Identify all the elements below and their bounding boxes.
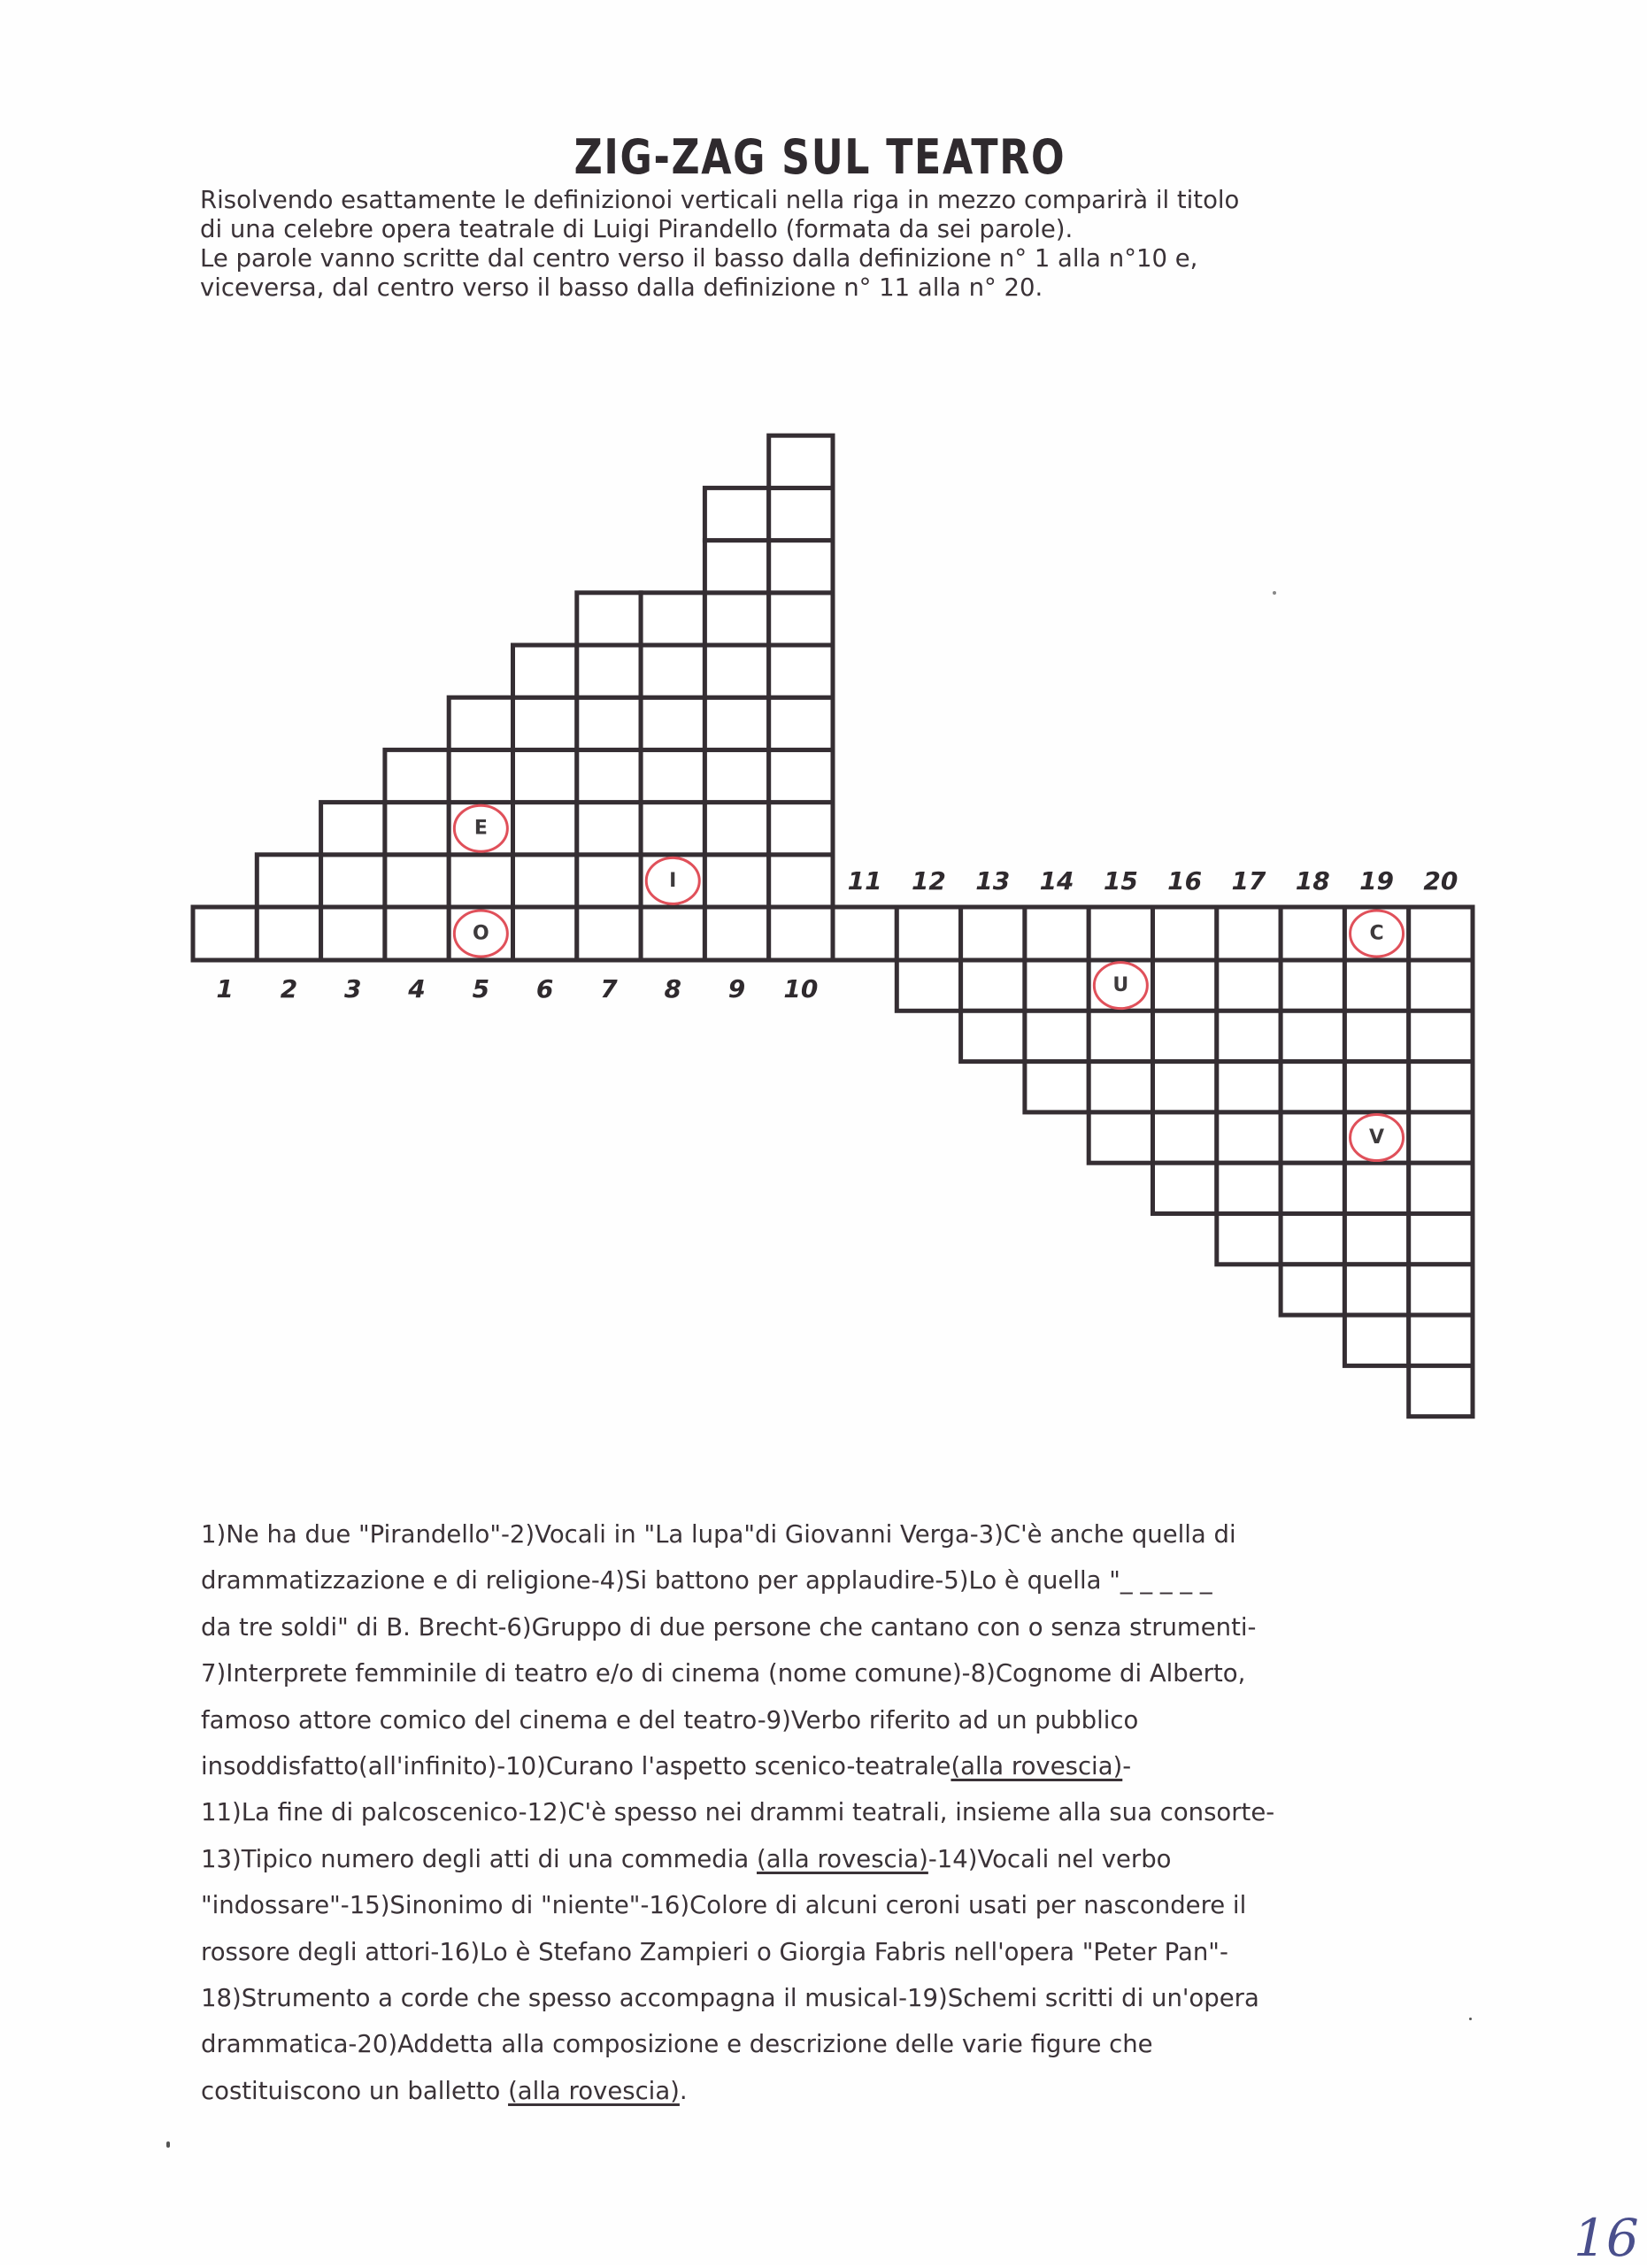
- crossword-cell[interactable]: [1344, 1265, 1408, 1315]
- column-number: 19: [1359, 866, 1395, 896]
- crossword-cell[interactable]: [769, 488, 833, 540]
- column-number: 10: [783, 974, 819, 1003]
- clue-line: [201, 1650, 1458, 1696]
- crossword-cell[interactable]: [1344, 1011, 1408, 1061]
- crossword-cell[interactable]: [704, 541, 768, 593]
- column-number: 8: [664, 974, 681, 1003]
- crossword-cell[interactable]: [769, 907, 833, 960]
- hint-letter: O: [472, 922, 489, 945]
- crossword-cell[interactable]: [1025, 907, 1089, 960]
- crossword-cell[interactable]: [1409, 1163, 1473, 1213]
- crossword-cell[interactable]: [1344, 1214, 1408, 1265]
- clue-text: costituiscono un balletto: [201, 2076, 509, 2105]
- clue-line: [201, 1604, 1458, 1650]
- crossword-cell[interactable]: [1089, 907, 1152, 960]
- crossword-cell[interactable]: [449, 697, 512, 750]
- column-number: 13: [975, 866, 1011, 896]
- crossword-cell[interactable]: [385, 803, 449, 855]
- crossword-cell[interactable]: [513, 645, 577, 697]
- crossword-cell[interactable]: [641, 645, 704, 697]
- clue-text: rossore degli attori-16)Lo è Stefano Zampieri o Giorgia Fabris nell'opera "Peter Pan"-: [201, 1937, 1228, 1966]
- clue-text: 18)Strumento a corde che spesso accompagna il musical-19)Schemi scritti di un'opera: [201, 1984, 1259, 2013]
- crossword-cell[interactable]: [961, 960, 1025, 1011]
- column-number: 14: [1039, 866, 1074, 896]
- crossword-cell[interactable]: [769, 435, 833, 488]
- clue-text: 13)Tipico numero degli atti di una commedia: [201, 1844, 758, 1873]
- scan-speck: [1273, 591, 1276, 595]
- crossword-cell[interactable]: [321, 855, 385, 907]
- column-number: 9: [727, 974, 746, 1003]
- crossword-cell[interactable]: [513, 750, 577, 802]
- instruction-line: di una celebre opera teatrale di Luigi Pirandello (formata da sei parole).: [200, 215, 1074, 243]
- clue-line: [201, 1743, 1458, 1789]
- crossword-cell[interactable]: [513, 697, 577, 750]
- crossword-cell[interactable]: [1344, 1163, 1408, 1213]
- crossword-cell[interactable]: [1281, 907, 1344, 960]
- crossword-cell[interactable]: [897, 907, 960, 960]
- crossword-cell[interactable]: [1153, 1112, 1217, 1163]
- crossword-cell[interactable]: [1409, 907, 1473, 960]
- crossword-cell[interactable]: [641, 697, 704, 750]
- scan-speck: [166, 2141, 170, 2148]
- crossword-cell[interactable]: [704, 907, 768, 960]
- crossword-cell[interactable]: [704, 645, 768, 697]
- page-title: ZIG-ZAG SUL TEATRO: [573, 129, 1066, 185]
- crossword-cell[interactable]: [1089, 1112, 1152, 1163]
- hint-letter: I: [669, 869, 677, 892]
- crossword-cell[interactable]: [1025, 960, 1089, 1011]
- crossword-cell[interactable]: [1217, 960, 1281, 1011]
- crossword-cell[interactable]: [513, 907, 577, 960]
- crossword-cell[interactable]: [1025, 1062, 1089, 1112]
- crossword-cell[interactable]: [193, 907, 257, 960]
- crossword-cell[interactable]: [1217, 1062, 1281, 1112]
- crossword-cell[interactable]: [1409, 1315, 1473, 1365]
- crossword-cell[interactable]: [1217, 907, 1281, 960]
- instruction-line: viceversa, dal centro verso il basso dalla definizione n° 11 alla n° 20.: [200, 273, 1043, 302]
- crossword-cell[interactable]: [641, 907, 704, 960]
- crossword-cell[interactable]: [1281, 1163, 1344, 1213]
- crossword-cell[interactable]: [1153, 1062, 1217, 1112]
- crossword-cell[interactable]: [1025, 1011, 1089, 1061]
- column-number: 5: [472, 974, 490, 1003]
- crossword-cell[interactable]: [577, 803, 641, 855]
- clue-text: -14)Vocali nel verbo: [927, 1844, 1172, 1873]
- crossword-cell[interactable]: [769, 697, 833, 750]
- crossword-cell[interactable]: [1281, 1062, 1344, 1112]
- crossword-cell[interactable]: [1153, 907, 1217, 960]
- hint-letter: V: [1369, 1126, 1385, 1149]
- crossword-cell[interactable]: [513, 855, 577, 907]
- scan-speck: [1469, 2018, 1472, 2020]
- crossword-cell[interactable]: [769, 855, 833, 907]
- crossword-cell[interactable]: [449, 750, 512, 802]
- column-number: 2: [280, 974, 298, 1003]
- clue-line: [201, 1882, 1458, 1928]
- crossword-cell[interactable]: [1409, 1214, 1473, 1265]
- crossword-cell[interactable]: [704, 803, 768, 855]
- crossword-cell[interactable]: [704, 855, 768, 907]
- crossword-cell[interactable]: [1217, 1011, 1281, 1061]
- column-number: 3: [344, 974, 362, 1003]
- underlined-note: (alla rovescia): [757, 1844, 928, 1873]
- column-number: 20: [1423, 866, 1458, 896]
- crossword-cell[interactable]: [1217, 1112, 1281, 1163]
- crossword-cell[interactable]: [577, 593, 641, 645]
- clue-text: 11)La fine di palcoscenico-12)C'è spesso nei drammi teatrali, insieme alla sua consorte-: [201, 1798, 1275, 1827]
- crossword-cell[interactable]: [1409, 960, 1473, 1011]
- crossword-cell[interactable]: [641, 750, 704, 802]
- column-number: 15: [1103, 866, 1138, 896]
- crossword-cell[interactable]: [641, 593, 704, 645]
- crossword-cell[interactable]: [1281, 1265, 1344, 1315]
- crossword-cell[interactable]: [1344, 960, 1408, 1011]
- crossword-cell[interactable]: [1153, 1163, 1217, 1213]
- hint-letter: C: [1369, 922, 1384, 945]
- clue-line: [201, 1511, 1458, 1557]
- column-number: 17: [1231, 866, 1266, 896]
- crossword-cell[interactable]: [704, 488, 768, 540]
- column-number: 7: [600, 974, 618, 1003]
- clue-text: 7)Interprete femminile di teatro e/o di cinema (nome comune)-8)Cognome di Alberto,: [201, 1659, 1246, 1688]
- clue-text: insoddisfatto(all'infinito)-10)Curano l'aspetto scenico-teatrale: [201, 1752, 951, 1781]
- crossword-cell[interactable]: [1217, 1214, 1281, 1265]
- column-number: 11: [847, 866, 882, 896]
- crossword-cell[interactable]: [1153, 1011, 1217, 1061]
- crossword-cell[interactable]: [577, 645, 641, 697]
- crossword-cell[interactable]: [961, 1011, 1025, 1061]
- clue-line: [201, 2021, 1458, 2067]
- crossword-cell[interactable]: [769, 750, 833, 802]
- crossword-cell[interactable]: [321, 803, 385, 855]
- clue-text: .: [679, 2076, 688, 2105]
- crossword-cell[interactable]: [1089, 1011, 1152, 1061]
- crossword-cell[interactable]: [449, 855, 512, 907]
- underlined-note: (alla rovescia): [508, 2076, 680, 2105]
- column-number: 12: [911, 866, 946, 896]
- crossword-cell[interactable]: [1281, 1011, 1344, 1061]
- crossword-cell[interactable]: [704, 593, 768, 645]
- crossword-cell[interactable]: [1281, 1112, 1344, 1163]
- crossword-cell[interactable]: [1089, 1062, 1152, 1112]
- crossword-cell[interactable]: [769, 541, 833, 593]
- crossword-cell[interactable]: [513, 803, 577, 855]
- clue-text: "indossare"-15)Sinonimo di "niente"-16)Colore di alcuni ceroni usati per nascondere il: [201, 1891, 1247, 1920]
- column-number: 18: [1295, 866, 1330, 896]
- crossword-cell[interactable]: [704, 697, 768, 750]
- crossword-cell[interactable]: [385, 907, 449, 960]
- clue-text: da tre soldi" di B. Brecht-6)Gruppo di due persone che cantano con o senza strumenti-: [201, 1612, 1257, 1641]
- crossword-cell[interactable]: [385, 855, 449, 907]
- crossword-cell[interactable]: [1153, 960, 1217, 1011]
- clue-line: [201, 1975, 1458, 2021]
- crossword-cell[interactable]: [961, 907, 1025, 960]
- clue-line: [201, 1557, 1458, 1603]
- hint-letter: E: [473, 817, 488, 840]
- crossword-cell[interactable]: [897, 960, 960, 1011]
- instruction-line: Risolvendo esattamente le definizionoi verticali nella riga in mezzo comparirà il titolo: [200, 186, 1240, 214]
- crossword-cell[interactable]: [257, 907, 320, 960]
- clue-text: famoso attore comico del cinema e del teatro-9)Verbo riferito ad un pubblico: [201, 1705, 1139, 1734]
- underlined-note: (alla rovescia): [950, 1752, 1123, 1781]
- clue-line: [201, 1836, 1458, 1882]
- clue-line: [201, 1697, 1458, 1743]
- grid-cells: [193, 435, 1473, 1417]
- clue-text: drammatica-20)Addetta alla composizione e descrizione delle varie figure che: [201, 2030, 1153, 2059]
- crossword-cell[interactable]: [577, 855, 641, 907]
- clue-text: 1)Ne ha due "Pirandello"-2)Vocali in "La lupa"di Giovanni Verga-3)C'è anche quella di: [201, 1520, 1236, 1549]
- crossword-cell[interactable]: [1409, 1062, 1473, 1112]
- crossword-cell[interactable]: [321, 907, 385, 960]
- instruction-line: Le parole vanno scritte dal centro verso il basso dalla definizione n° 1 alla n°10 e,: [200, 244, 1198, 273]
- clue-line: [201, 1789, 1458, 1835]
- crossword-cell[interactable]: [1281, 960, 1344, 1011]
- clue-line: [201, 2068, 1458, 2114]
- crossword-cell[interactable]: [769, 645, 833, 697]
- crossword-cell[interactable]: [769, 593, 833, 645]
- crossword-cell[interactable]: [1409, 1265, 1473, 1315]
- crossword-cell[interactable]: [1409, 1011, 1473, 1061]
- column-number: 4: [408, 974, 426, 1003]
- crossword-cell[interactable]: [1217, 1163, 1281, 1213]
- crossword-cell[interactable]: [1409, 1112, 1473, 1163]
- crossword-cell[interactable]: [385, 750, 449, 802]
- crossword-cell[interactable]: [641, 803, 704, 855]
- crossword-cell[interactable]: [577, 907, 641, 960]
- column-number: 6: [535, 974, 554, 1003]
- crossword-cell[interactable]: [577, 697, 641, 750]
- column-number: 1: [216, 974, 234, 1003]
- crossword-cell[interactable]: [769, 803, 833, 855]
- crossword-cell[interactable]: [257, 855, 320, 907]
- page-number: 16: [1574, 2208, 1639, 2268]
- clue-line: [201, 1929, 1458, 1975]
- crossword-cell[interactable]: [833, 907, 897, 960]
- crossword-cell[interactable]: [1281, 1214, 1344, 1265]
- column-number: 16: [1167, 866, 1203, 896]
- crossword-cell[interactable]: [1409, 1365, 1473, 1416]
- crossword-cell[interactable]: [577, 750, 641, 802]
- clue-text: drammatizzazione e di religione-4)Si battono per applaudire-5)Lo è quella "_ _ _ _ _: [201, 1566, 1212, 1595]
- crossword-cell[interactable]: [1344, 1062, 1408, 1112]
- clue-definitions: [201, 1511, 1458, 2114]
- crossword-cell[interactable]: [704, 750, 768, 802]
- clue-text: -: [1122, 1752, 1132, 1781]
- crossword-cell[interactable]: [1344, 1315, 1408, 1365]
- hint-letter: U: [1112, 974, 1129, 997]
